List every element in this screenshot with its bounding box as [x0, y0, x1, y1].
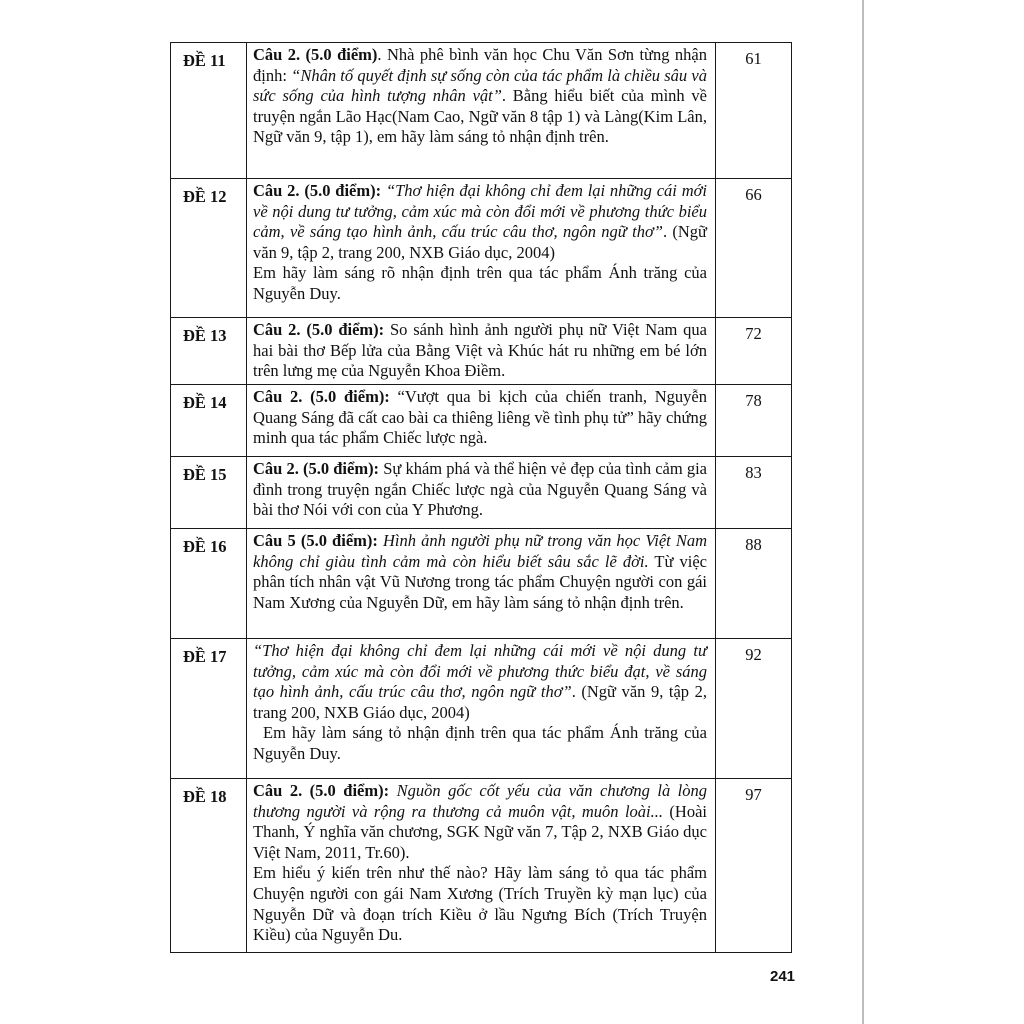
quoted-statement: Nguồn gốc cốt yếu của văn chương là lòng thương người và rộng ra thương cả muôn vật, muôn loài...: [253, 781, 708, 821]
page-ref: 83: [716, 457, 792, 529]
quoted-statement: “Nhân tố quyết định sự sống còn của tác phẩm là chiều sâu và sức sống của hình tượng nhân vật”: [253, 65, 707, 106]
page-ref: 88: [716, 529, 792, 639]
question-paragraph: [253, 723, 707, 764]
quoted-statement: “Thơ hiện đại không chỉ đem lại những cái mới về nội dung tư tưởng, cảm xúc mà còn đổi mới về phương thức biểu cảm, về sáng tạo hình ảnh, cấu trúc câu thơ, ngôn ngữ thơ”: [253, 181, 708, 242]
question-text: Sự khám phá và thể hiện vẻ đẹp của tình cảm gia đình trong truyện ngắn Chiếc lược ngà của Nguyễn Quang Sáng và bài thơ Nói với con của Y Phương.: [253, 459, 708, 520]
question-label: Câu 2. (5.0 điểm):: [253, 320, 385, 339]
page-ref: 66: [716, 179, 792, 318]
page-edge-line: [862, 0, 864, 1024]
question-text: Em hãy làm sáng tỏ nhận định trên qua tác phẩm Ánh trăng của Nguyễn Duy.: [253, 723, 707, 763]
question-content: [247, 318, 716, 385]
question-content: [247, 179, 716, 318]
question-text: Em hiểu ý kiến trên như thế nào? Hãy làm sáng tỏ qua tác phẩm Chuyện người con gái Nam Xương (Trích Truyền kỳ mạn lục) của Nguyễn Dữ và đoạn trích Kiều ở lầu Ngưng Bích (Trích Truyện Kiều) của Nguyễn Du.: [253, 863, 707, 945]
exam-code: ĐỀ 15: [171, 457, 247, 529]
quoted-statement: Hình ảnh người phụ nữ trong văn học Việt Nam không chỉ giàu tình cảm mà còn hiểu biết sâu sắc lẽ đời.: [253, 531, 708, 571]
question-content: [247, 779, 716, 953]
question-text: So sánh hình ảnh người phụ nữ Việt Nam qua hai bài thơ Bếp lửa của Bằng Việt và Khúc hát ru những em bé lớn trên lưng mẹ của Nguyễn Khoa Điềm.: [253, 320, 708, 381]
exam-code: ĐỀ 13: [171, 318, 247, 385]
page-ref: 92: [716, 639, 792, 779]
question-label: Câu 5 (5.0 điểm):: [253, 531, 378, 550]
table-row: [171, 385, 792, 457]
question-content: [247, 385, 716, 457]
quoted-statement: “Thơ hiện đại không chỉ đem lại những cái mới về nội dung tư tưởng, cảm xúc mà còn đổi mới về phương thức biểu đạt, về sáng tạo hình ảnh, cấu trúc câu thơ, ngôn ngữ thơ”: [253, 641, 707, 702]
contents-table-body: [171, 43, 792, 953]
question-text: Em hãy làm sáng rõ nhận định trên qua tác phẩm Ánh trăng của Nguyễn Duy.: [253, 263, 707, 303]
exam-code: ĐỀ 17: [171, 639, 247, 779]
question-paragraph: [253, 531, 707, 613]
exam-code: ĐỀ 11: [171, 43, 247, 179]
question-paragraph: [253, 641, 707, 723]
exam-code: ĐỀ 18: [171, 779, 247, 953]
question-label: Câu 2. (5.0 điểm):: [253, 387, 390, 406]
table-row: [171, 639, 792, 779]
exam-code: ĐỀ 14: [171, 385, 247, 457]
question-text: . (Ngữ văn 9, tập 2, trang 200, NXB Giáo dục, 2004): [253, 682, 707, 722]
question-label: Câu 2. (5.0 điểm): [253, 45, 378, 64]
question-paragraph: [253, 263, 707, 304]
table-row: [171, 529, 792, 639]
question-paragraph: [253, 45, 707, 148]
table-row: [171, 457, 792, 529]
question-paragraph: [253, 863, 707, 945]
exam-code: ĐỀ 16: [171, 529, 247, 639]
question-text: . Nhà phê bình văn học Chu Văn Sơn từng nhận định:: [253, 45, 707, 85]
question-text: (Hoài Thanh, Ý nghĩa văn chương, SGK Ngữ văn 7, Tập 2, NXB Giáo dục Việt Nam, 2011, Tr.60).: [253, 801, 707, 862]
page-ref: 72: [716, 318, 792, 385]
exam-code: ĐỀ 12: [171, 179, 247, 318]
table-row: [171, 779, 792, 953]
page-ref: 61: [716, 43, 792, 179]
question-label: Câu 2. (5.0 điểm):: [253, 181, 382, 200]
question-paragraph: [253, 781, 707, 863]
question-paragraph: [253, 320, 707, 382]
question-text: . (Ngữ văn 9, tập 2, trang 200, NXB Giáo dục, 2004): [253, 222, 707, 262]
table-row: [171, 43, 792, 179]
question-paragraph: [253, 181, 707, 263]
question-paragraph: [253, 387, 707, 449]
question-content: [247, 457, 716, 529]
question-label: Câu 2. (5.0 điểm):: [253, 781, 390, 800]
question-content: [247, 639, 716, 779]
question-text: . Bằng hiểu biết của mình về truyện ngắn Lão Hạc(Nam Cao, Ngữ văn 8 tập 1) và Làng(Kim Lân, Ngữ văn 9, tập 1), em hãy làm sáng tỏ nhận định trên.: [253, 86, 708, 147]
question-text: [389, 781, 396, 800]
page-number: 241: [770, 968, 796, 985]
contents-table: [170, 42, 792, 953]
question-paragraph: [253, 459, 707, 521]
page-ref: 97: [716, 779, 792, 953]
question-text: “Vượt qua bi kịch của chiến tranh, Nguyễn Quang Sáng đã cất cao bài ca thiêng liêng về tình phụ tử” hãy chứng minh qua tác phẩm Chiếc lược ngà.: [253, 387, 708, 448]
page-ref: 78: [716, 385, 792, 457]
question-text: Từ việc phân tích nhân vật Vũ Nương trong tác phẩm Chuyện người con gái Nam Xương của Nguyễn Dữ, em hãy làm sáng tỏ nhận định trên.: [253, 551, 707, 612]
table-row: [171, 179, 792, 318]
question-content: [247, 43, 716, 179]
question-content: [247, 529, 716, 639]
question-label: Câu 2. (5.0 điểm):: [253, 459, 380, 478]
table-row: [171, 318, 792, 385]
